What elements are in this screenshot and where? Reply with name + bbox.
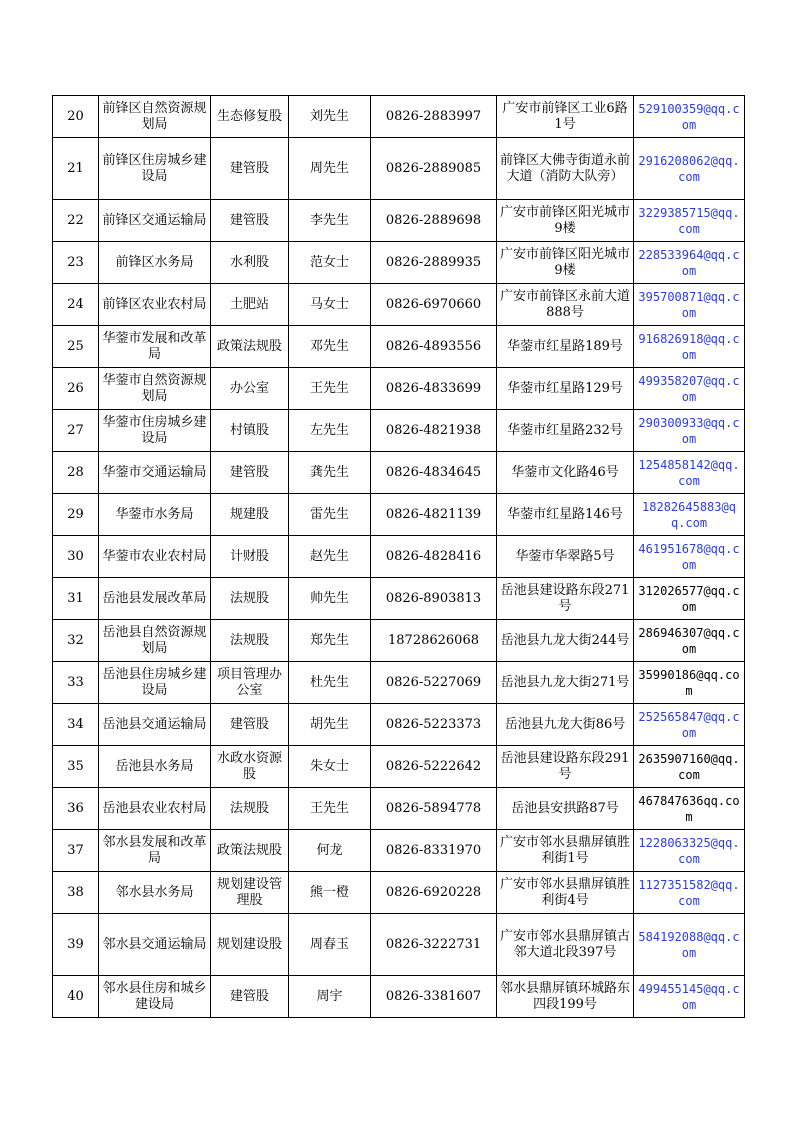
- contact-person-cell: 李先生: [289, 200, 371, 242]
- contact-person-cell: 郑先生: [289, 620, 371, 662]
- unit-cell: 规划建设管理股: [211, 872, 289, 914]
- department-cell: 邻水县住房和城乡建设局: [99, 976, 211, 1018]
- address-cell: 岳池县九龙大街271号: [497, 662, 634, 704]
- email-cell[interactable]: 1254858142@qq.com: [634, 452, 745, 494]
- phone-cell: 0826-4821139: [371, 494, 497, 536]
- email-cell[interactable]: 1228063325@qq.com: [634, 830, 745, 872]
- table-row: [53, 788, 745, 830]
- row-number-cell: 29: [53, 494, 99, 536]
- table-row: [53, 242, 745, 284]
- phone-cell: 0826-4833699: [371, 368, 497, 410]
- row-number-cell: 33: [53, 662, 99, 704]
- row-number-cell: 34: [53, 704, 99, 746]
- unit-cell: 水政水资源股: [211, 746, 289, 788]
- contact-person-cell: 熊一橙: [289, 872, 371, 914]
- department-cell: 岳池县农业农村局: [99, 788, 211, 830]
- unit-cell: 建管股: [211, 138, 289, 200]
- department-cell: 华蓥市住房城乡建设局: [99, 410, 211, 452]
- contact-person-cell: 朱女士: [289, 746, 371, 788]
- unit-cell: 法规股: [211, 578, 289, 620]
- department-cell: 华蓥市交通运输局: [99, 452, 211, 494]
- row-number-cell: 21: [53, 138, 99, 200]
- contacts-table: [52, 95, 745, 1018]
- unit-cell: 建管股: [211, 704, 289, 746]
- address-cell: 广安市邻水县鼎屏镇古邻大道北段397号: [497, 914, 634, 976]
- email-cell[interactable]: 395700871@qq.com: [634, 284, 745, 326]
- address-cell: 岳池县建设路东段271号: [497, 578, 634, 620]
- contact-person-cell: 周先生: [289, 138, 371, 200]
- department-cell: 岳池县自然资源规划局: [99, 620, 211, 662]
- address-cell: 广安市邻水县鼎屏镇胜利街1号: [497, 830, 634, 872]
- department-cell: 华蓥市农业农村局: [99, 536, 211, 578]
- department-cell: 前锋区住房城乡建设局: [99, 138, 211, 200]
- contact-person-cell: 王先生: [289, 368, 371, 410]
- table-row: [53, 746, 745, 788]
- phone-cell: 0826-6970660: [371, 284, 497, 326]
- contact-person-cell: 马女士: [289, 284, 371, 326]
- contacts-table-body: [53, 96, 745, 1018]
- email-cell[interactable]: 529100359@qq.com: [634, 96, 745, 138]
- table-row: [53, 976, 745, 1018]
- table-row: [53, 872, 745, 914]
- email-cell[interactable]: 18282645883@qq.com: [634, 494, 745, 536]
- contact-person-cell: 何龙: [289, 830, 371, 872]
- row-number-cell: 20: [53, 96, 99, 138]
- row-number-cell: 28: [53, 452, 99, 494]
- phone-cell: 0826-6920228: [371, 872, 497, 914]
- email-cell[interactable]: 228533964@qq.com: [634, 242, 745, 284]
- email-cell[interactable]: 252565847@qq.com: [634, 704, 745, 746]
- row-number-cell: 24: [53, 284, 99, 326]
- table-row: [53, 368, 745, 410]
- email-cell: 467847636qq.com: [634, 788, 745, 830]
- unit-cell: 建管股: [211, 452, 289, 494]
- unit-cell: 计财股: [211, 536, 289, 578]
- department-cell: 邻水县交通运输局: [99, 914, 211, 976]
- contact-person-cell: 胡先生: [289, 704, 371, 746]
- address-cell: 广安市前锋区阳光城市9楼: [497, 242, 634, 284]
- table-row: [53, 200, 745, 242]
- phone-cell: 0826-4834645: [371, 452, 497, 494]
- table-row: [53, 914, 745, 976]
- row-number-cell: 27: [53, 410, 99, 452]
- department-cell: 岳池县发展改革局: [99, 578, 211, 620]
- phone-cell: 0826-2889935: [371, 242, 497, 284]
- table-row: [53, 326, 745, 368]
- phone-cell: 0826-5227069: [371, 662, 497, 704]
- table-row: [53, 620, 745, 662]
- department-cell: 华蓥市发展和改革局: [99, 326, 211, 368]
- phone-cell: 0826-3381607: [371, 976, 497, 1018]
- row-number-cell: 32: [53, 620, 99, 662]
- unit-cell: 规建股: [211, 494, 289, 536]
- department-cell: 邻水县发展和改革局: [99, 830, 211, 872]
- row-number-cell: 25: [53, 326, 99, 368]
- unit-cell: 政策法规股: [211, 326, 289, 368]
- address-cell: 前锋区大佛寺街道永前大道（消防大队旁）: [497, 138, 634, 200]
- address-cell: 岳池县建设路东段291号: [497, 746, 634, 788]
- phone-cell: 0826-3222731: [371, 914, 497, 976]
- table-row: [53, 138, 745, 200]
- table-row: [53, 452, 745, 494]
- address-cell: 广安市前锋区工业6路1号: [497, 96, 634, 138]
- row-number-cell: 38: [53, 872, 99, 914]
- email-cell[interactable]: 3229385715@qq.com: [634, 200, 745, 242]
- unit-cell: 土肥站: [211, 284, 289, 326]
- address-cell: 华蓥市文化路46号: [497, 452, 634, 494]
- contact-person-cell: 杜先生: [289, 662, 371, 704]
- table-row: [53, 284, 745, 326]
- row-number-cell: 40: [53, 976, 99, 1018]
- phone-cell: 0826-8903813: [371, 578, 497, 620]
- unit-cell: 规划建设股: [211, 914, 289, 976]
- email-cell: 2635907160@qq.com: [634, 746, 745, 788]
- contact-person-cell: 帅先生: [289, 578, 371, 620]
- department-cell: 华蓥市自然资源规划局: [99, 368, 211, 410]
- unit-cell: 村镇股: [211, 410, 289, 452]
- unit-cell: 项目管理办公室: [211, 662, 289, 704]
- row-number-cell: 39: [53, 914, 99, 976]
- phone-cell: 18728626068: [371, 620, 497, 662]
- address-cell: 华蓥市红星路129号: [497, 368, 634, 410]
- contact-person-cell: 范女士: [289, 242, 371, 284]
- unit-cell: 建管股: [211, 976, 289, 1018]
- table-row: [53, 704, 745, 746]
- phone-cell: 0826-2889698: [371, 200, 497, 242]
- department-cell: 岳池县水务局: [99, 746, 211, 788]
- row-number-cell: 36: [53, 788, 99, 830]
- email-cell[interactable]: 499358207@qq.com: [634, 368, 745, 410]
- unit-cell: 建管股: [211, 200, 289, 242]
- department-cell: 华蓥市水务局: [99, 494, 211, 536]
- email-cell[interactable]: 2916208062@qq.com: [634, 138, 745, 200]
- unit-cell: 水利股: [211, 242, 289, 284]
- address-cell: 广安市邻水县鼎屏镇胜利街4号: [497, 872, 634, 914]
- contact-person-cell: 邓先生: [289, 326, 371, 368]
- address-cell: 岳池县九龙大街244号: [497, 620, 634, 662]
- address-cell: 岳池县安拱路87号: [497, 788, 634, 830]
- row-number-cell: 30: [53, 536, 99, 578]
- phone-cell: 0826-2883997: [371, 96, 497, 138]
- department-cell: 岳池县住房城乡建设局: [99, 662, 211, 704]
- unit-cell: 生态修复股: [211, 96, 289, 138]
- phone-cell: 0826-5223373: [371, 704, 497, 746]
- unit-cell: 办公室: [211, 368, 289, 410]
- contact-person-cell: 雷先生: [289, 494, 371, 536]
- contact-person-cell: 左先生: [289, 410, 371, 452]
- department-cell: 前锋区自然资源规划局: [99, 96, 211, 138]
- contact-person-cell: 刘先生: [289, 96, 371, 138]
- unit-cell: 法规股: [211, 788, 289, 830]
- phone-cell: 0826-4828416: [371, 536, 497, 578]
- contact-person-cell: 龚先生: [289, 452, 371, 494]
- address-cell: 华蓥市红星路189号: [497, 326, 634, 368]
- email-cell[interactable]: 584192088@qq.com: [634, 914, 745, 976]
- email-cell[interactable]: 1127351582@qq.com: [634, 872, 745, 914]
- address-cell: 邻水县鼎屏镇环城路东四段199号: [497, 976, 634, 1018]
- department-cell: 邻水县水务局: [99, 872, 211, 914]
- email-cell[interactable]: 461951678@qq.com: [634, 536, 745, 578]
- email-cell[interactable]: 499455145@qq.com: [634, 976, 745, 1018]
- phone-cell: 0826-5894778: [371, 788, 497, 830]
- table-row: [53, 96, 745, 138]
- table-row: [53, 662, 745, 704]
- table-row: [53, 578, 745, 620]
- contact-person-cell: 周春玉: [289, 914, 371, 976]
- phone-cell: 0826-4893556: [371, 326, 497, 368]
- email-cell: 35990186@qq.com: [634, 662, 745, 704]
- email-cell: 312026577@qq.com: [634, 578, 745, 620]
- table-row: [53, 410, 745, 452]
- row-number-cell: 23: [53, 242, 99, 284]
- row-number-cell: 35: [53, 746, 99, 788]
- contact-person-cell: 周宇: [289, 976, 371, 1018]
- row-number-cell: 31: [53, 578, 99, 620]
- contact-person-cell: 赵先生: [289, 536, 371, 578]
- unit-cell: 法规股: [211, 620, 289, 662]
- phone-cell: 0826-4821938: [371, 410, 497, 452]
- department-cell: 前锋区水务局: [99, 242, 211, 284]
- table-row: [53, 536, 745, 578]
- table-row: [53, 830, 745, 872]
- email-cell: 286946307@qq.com: [634, 620, 745, 662]
- contact-person-cell: 王先生: [289, 788, 371, 830]
- table-row: [53, 494, 745, 536]
- department-cell: 岳池县交通运输局: [99, 704, 211, 746]
- address-cell: 华蓥市华翠路5号: [497, 536, 634, 578]
- email-cell[interactable]: 290300933@qq.com: [634, 410, 745, 452]
- address-cell: 华蓥市红星路146号: [497, 494, 634, 536]
- row-number-cell: 37: [53, 830, 99, 872]
- phone-cell: 0826-5222642: [371, 746, 497, 788]
- unit-cell: 政策法规股: [211, 830, 289, 872]
- address-cell: 华蓥市红星路232号: [497, 410, 634, 452]
- row-number-cell: 26: [53, 368, 99, 410]
- department-cell: 前锋区农业农村局: [99, 284, 211, 326]
- row-number-cell: 22: [53, 200, 99, 242]
- address-cell: 岳池县九龙大街86号: [497, 704, 634, 746]
- email-cell[interactable]: 916826918@qq.com: [634, 326, 745, 368]
- department-cell: 前锋区交通运输局: [99, 200, 211, 242]
- address-cell: 广安市前锋区阳光城市9楼: [497, 200, 634, 242]
- phone-cell: 0826-2889085: [371, 138, 497, 200]
- phone-cell: 0826-8331970: [371, 830, 497, 872]
- address-cell: 广安市前锋区永前大道888号: [497, 284, 634, 326]
